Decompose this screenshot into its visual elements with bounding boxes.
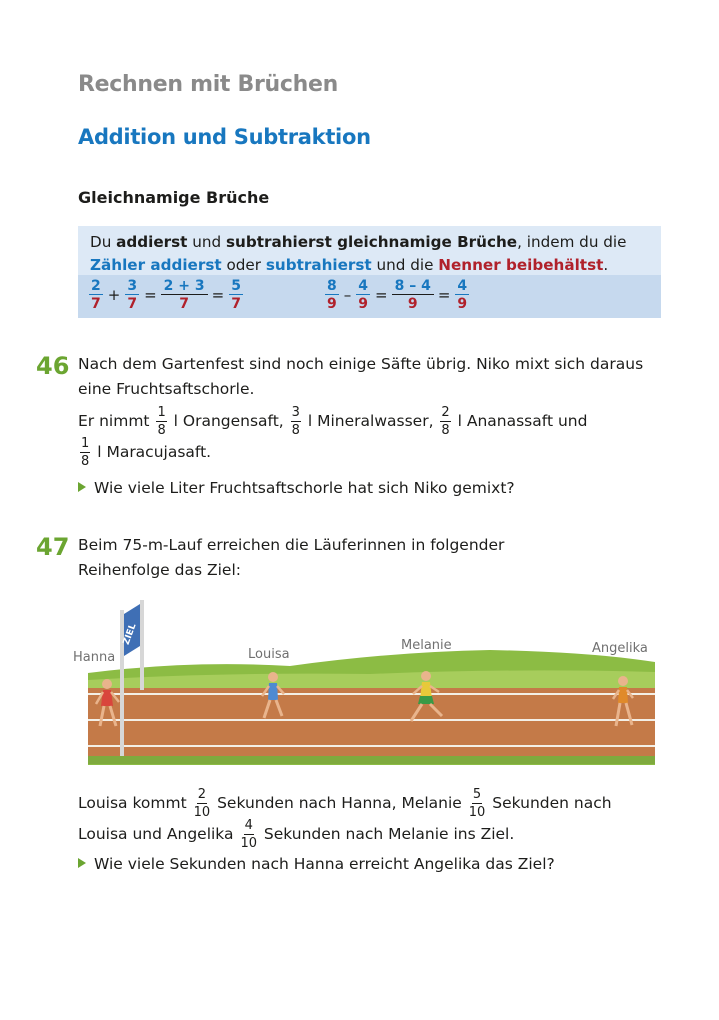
task-47-text: Louisa kommt $\frac{2}{10}$ Sekunden nach Hanna, Melanie $\frac{5}{10}$ Sekunden nach Louisa und Angelika $\frac{4}{10}$ Sekunden nach Melanie ins Ziel. Wie viele Sekunden nach Hanna erreicht Angelika das Ziel? <box>78 788 658 877</box>
fraction: $\frac{2 + 3}{7}$ <box>161 279 208 311</box>
runner-label-hanna: Hanna <box>73 650 116 665</box>
addition-formula: $\frac{2}{7}$ + $\frac{3}{7}$ = $\frac{2 + 3}{7}$ = $\frac{5}{7}$ <box>91 278 241 312</box>
fraction: $\frac{5}{7}$ <box>231 278 241 312</box>
chapter-title: Rechnen mit Brüchen <box>78 72 338 97</box>
fraction: $\frac{4}{10}$ <box>240 818 257 851</box>
rule-text: Du addierst und subtrahierst gleichnamige Brüche, indem du die Zähler addierst oder subtrahierst und die Nenner beibehältst. <box>90 233 627 274</box>
fraction: $\frac{1}{8}$ <box>81 436 90 469</box>
fraction: $\frac{5}{10}$ <box>468 787 486 820</box>
fraction: $\frac{4}{9}$ <box>457 278 468 312</box>
task-46-question: Wie viele Liter Fruchtsaftschorle hat sich Niko gemixt? <box>78 476 658 501</box>
fraction: $\frac{4}{9}$ <box>358 278 368 312</box>
task-47-intro: Beim 75-m-Lauf erreichen die Läuferinnen in folgender Reihenfolge das Ziel: <box>78 536 505 579</box>
subtraction-formula: $\frac{8}{9}$ – $\frac{4}{9}$ = $\frac{8 - 4}{9}$ = $\frac{4}{9}$ <box>327 278 468 312</box>
rule-box <box>78 226 661 318</box>
finish-sign-text: ZIEL <box>121 622 139 647</box>
fraction: $\frac{8}{9}$ <box>327 278 337 312</box>
fraction: $\frac{8 - 4}{9}$ <box>392 279 434 311</box>
triangle-arrow-icon <box>78 858 86 868</box>
fraction: $\frac{2}{8}$ <box>441 405 450 438</box>
runner-label-louisa: Louisa <box>248 647 290 662</box>
section-title: Addition und Subtraktion <box>78 125 371 149</box>
race-illustration <box>70 580 670 770</box>
fraction: $\frac{3}{8}$ <box>291 405 300 438</box>
fraction: $\frac{2}{10}$ <box>193 787 211 820</box>
fraction: $\frac{1}{8}$ <box>157 405 166 438</box>
runner-label-melanie: Melanie <box>401 638 452 653</box>
task-number-47: 47 <box>36 533 70 561</box>
fraction: $\frac{3}{7}$ <box>127 278 138 312</box>
task-47-question: Wie viele Sekunden nach Hanna erreicht Angelika das Ziel? <box>78 852 658 877</box>
task-46-text: Nach dem Gartenfest sind noch einige Säfte übrig. Niko mixt sich daraus eine Fruchtsaftschorle. Er nimmt $\frac{1}{8}$ l Orangensaft, $\frac{3}{8}$ l Mineralwasser, $\frac{2}{8}$ l Ananassaft und $\frac{1}{8}$ l Maracujasaft. Wie viele Liter Fruchtsaftschorle hat sich Niko gemixt? <box>78 352 658 501</box>
triangle-arrow-icon <box>78 482 86 492</box>
fraction: $\frac{2}{7}$ <box>91 278 101 312</box>
subsection-title: Gleichnamige Brüche <box>78 188 270 207</box>
runner-label-angelika: Angelika <box>592 641 648 656</box>
task-number-46: 46 <box>36 352 70 380</box>
